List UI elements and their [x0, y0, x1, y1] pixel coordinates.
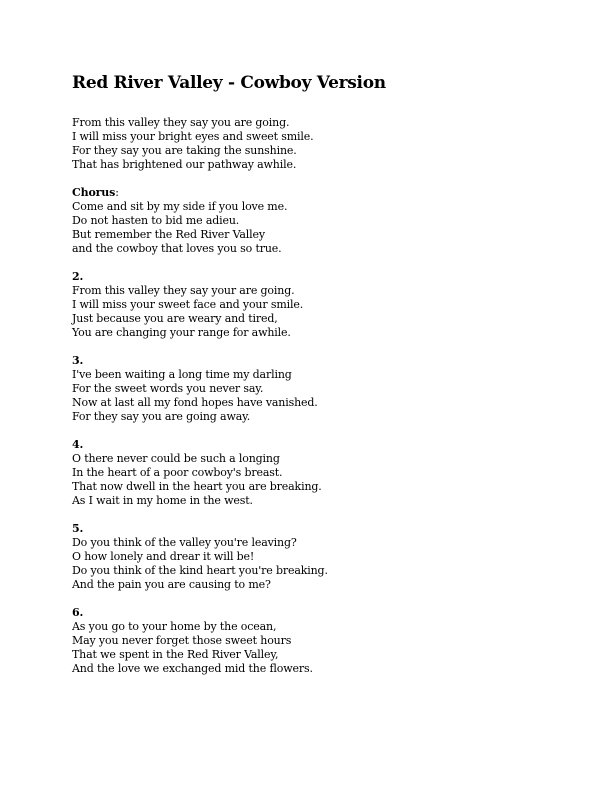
verse-line: And the love we exchanged mid the flowers. [72, 662, 313, 675]
verse-line: O there never could be such a longing [72, 452, 280, 465]
chorus-heading [72, 186, 572, 200]
chorus-line: Do not hasten to bid me adieu. [72, 214, 240, 227]
verse-number: 2. [72, 270, 84, 283]
song-title: Red River Valley - Cowboy Version [72, 73, 386, 93]
song-document [72, 70, 572, 690]
verse-line: I will miss your bright eyes and sweet smile. [72, 130, 314, 143]
verse-line: That now dwell in the heart you are breaking. [72, 480, 322, 493]
verse-line: From this valley they say your are going. [72, 284, 295, 297]
chorus-line: But remember the Red River Valley [72, 228, 265, 241]
chorus-label: Chorus [72, 186, 116, 199]
verse-line: You are changing your range for awhile. [72, 326, 291, 339]
chorus-line: Come and sit by my side if you love me. [72, 200, 288, 213]
verse-line: O how lonely and drear it will be! [72, 550, 255, 563]
verse-line: Just because you are weary and tired, [72, 312, 278, 325]
verse-line: For the sweet words you never say. [72, 382, 264, 395]
verse-line: Do you think of the kind heart you're breaking. [72, 564, 328, 577]
verse-line: May you never forget those sweet hours [72, 634, 292, 647]
verse-line: For they say you are going away. [72, 410, 251, 423]
verse-number: 3. [72, 354, 84, 367]
verse-number: 5. [72, 522, 84, 535]
verse-5 [72, 522, 572, 592]
verse-line: That has brightened our pathway awhile. [72, 158, 297, 171]
verse-line: That we spent in the Red River Valley, [72, 648, 279, 661]
verse-number: 4. [72, 438, 84, 451]
verse-1 [72, 116, 572, 172]
verse-4 [72, 438, 572, 508]
verse-line: And the pain you are causing to me? [72, 578, 271, 591]
verse-number: 6. [72, 606, 84, 619]
verse-2 [72, 270, 572, 340]
verse-line: For they say you are taking the sunshine. [72, 144, 297, 157]
verse-6 [72, 606, 572, 676]
chorus-line: and the cowboy that loves you so true. [72, 242, 282, 255]
verse-line: As I wait in my home in the west. [72, 494, 253, 507]
verse-line: As you go to your home by the ocean, [72, 620, 277, 633]
chorus [72, 186, 572, 256]
chorus-colon: : [115, 186, 119, 199]
verse-line: I will miss your sweet face and your smile. [72, 298, 304, 311]
verse-line: I've been waiting a long time my darling [72, 368, 292, 381]
verse-3 [72, 354, 572, 424]
verse-line: In the heart of a poor cowboy's breast. [72, 466, 283, 479]
verse-line: Do you think of the valley you're leaving? [72, 536, 297, 549]
verse-line: From this valley they say you are going. [72, 116, 290, 129]
verse-line: Now at last all my fond hopes have vanished. [72, 396, 318, 409]
